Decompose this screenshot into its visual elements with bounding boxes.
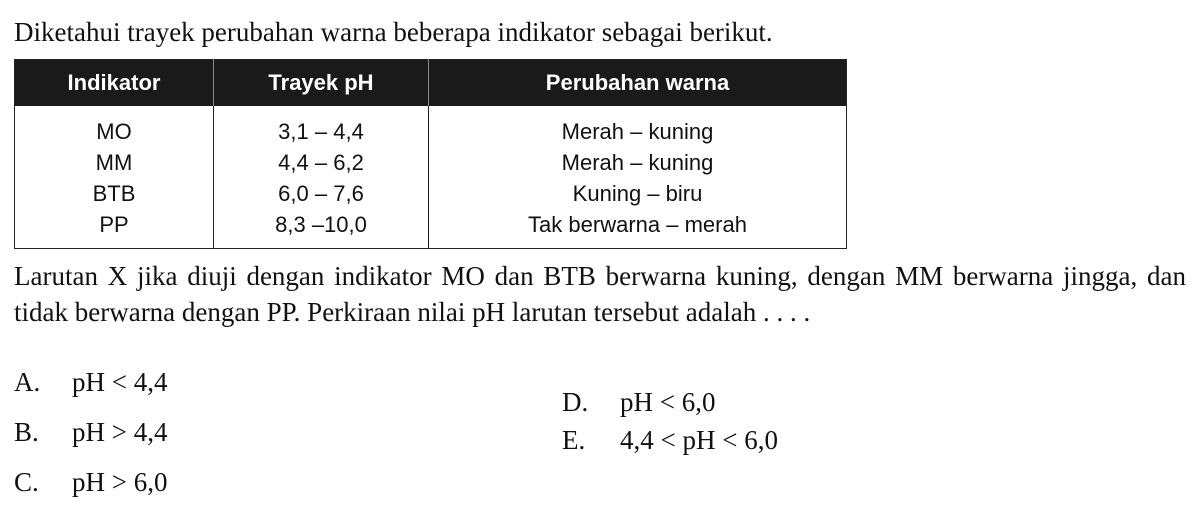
question-text: Larutan X jika diuji dengan indikator MO dan BTB berwarna kuning, dengan MM berwarna jingga, dan tidak berwarna dengan PP. Perkiraan nilai pH larutan tersebut adalah . . . . [14,261,1186,327]
cell-indikator: MM [15,147,214,178]
option-letter: B. [14,417,39,447]
cell-perubahan-warna: Kuning – biru [572,180,703,206]
option-e[interactable] [562,422,778,458]
option-text: pH > 6,0 [72,467,168,497]
option-letter: D. [562,387,589,417]
cell-trayek-ph: 8,3 –10,0 [214,209,429,249]
option-text: pH < 6,0 [620,387,716,417]
option-text: 4,4 < pH < 6,0 [620,425,778,455]
cell-trayek-ph: 6,0 – 7,6 [214,178,429,209]
table-row [15,209,847,249]
option-a[interactable] [14,364,167,400]
cell-perubahan-warna: Merah – kuning [561,149,714,175]
header-trayek-ph: Trayek pH [214,60,429,107]
cell-perubahan-warna: Tak berwarna – merah [528,211,747,237]
option-b[interactable] [14,414,167,450]
option-letter: E. [562,425,586,455]
table-row [15,147,847,178]
header-indikator: Indikator [15,60,214,107]
option-c[interactable] [14,464,167,500]
indicator-table-wrapper [14,59,847,249]
cell-trayek-ph: 3,1 – 4,4 [214,106,429,147]
cell-indikator: PP [15,209,214,249]
table-header-row [15,60,847,107]
cell-indikator: MO [15,106,214,147]
table-row [15,106,847,147]
option-text: pH < 4,4 [72,367,168,397]
option-letter: C. [14,467,39,497]
option-d[interactable] [562,384,715,420]
option-letter: A. [14,367,41,397]
option-text: pH > 4,4 [72,417,168,447]
header-perubahan-warna: Perubahan warna [429,60,847,107]
indicator-table [14,59,847,249]
cell-trayek-ph: 4,4 – 6,2 [214,147,429,178]
intro-text: Diketahui trayek perubahan warna beberapa indikator sebagai berikut. [14,17,773,47]
cell-perubahan-warna: Merah – kuning [561,118,714,144]
table-row [15,178,847,209]
cell-indikator: BTB [15,178,214,209]
